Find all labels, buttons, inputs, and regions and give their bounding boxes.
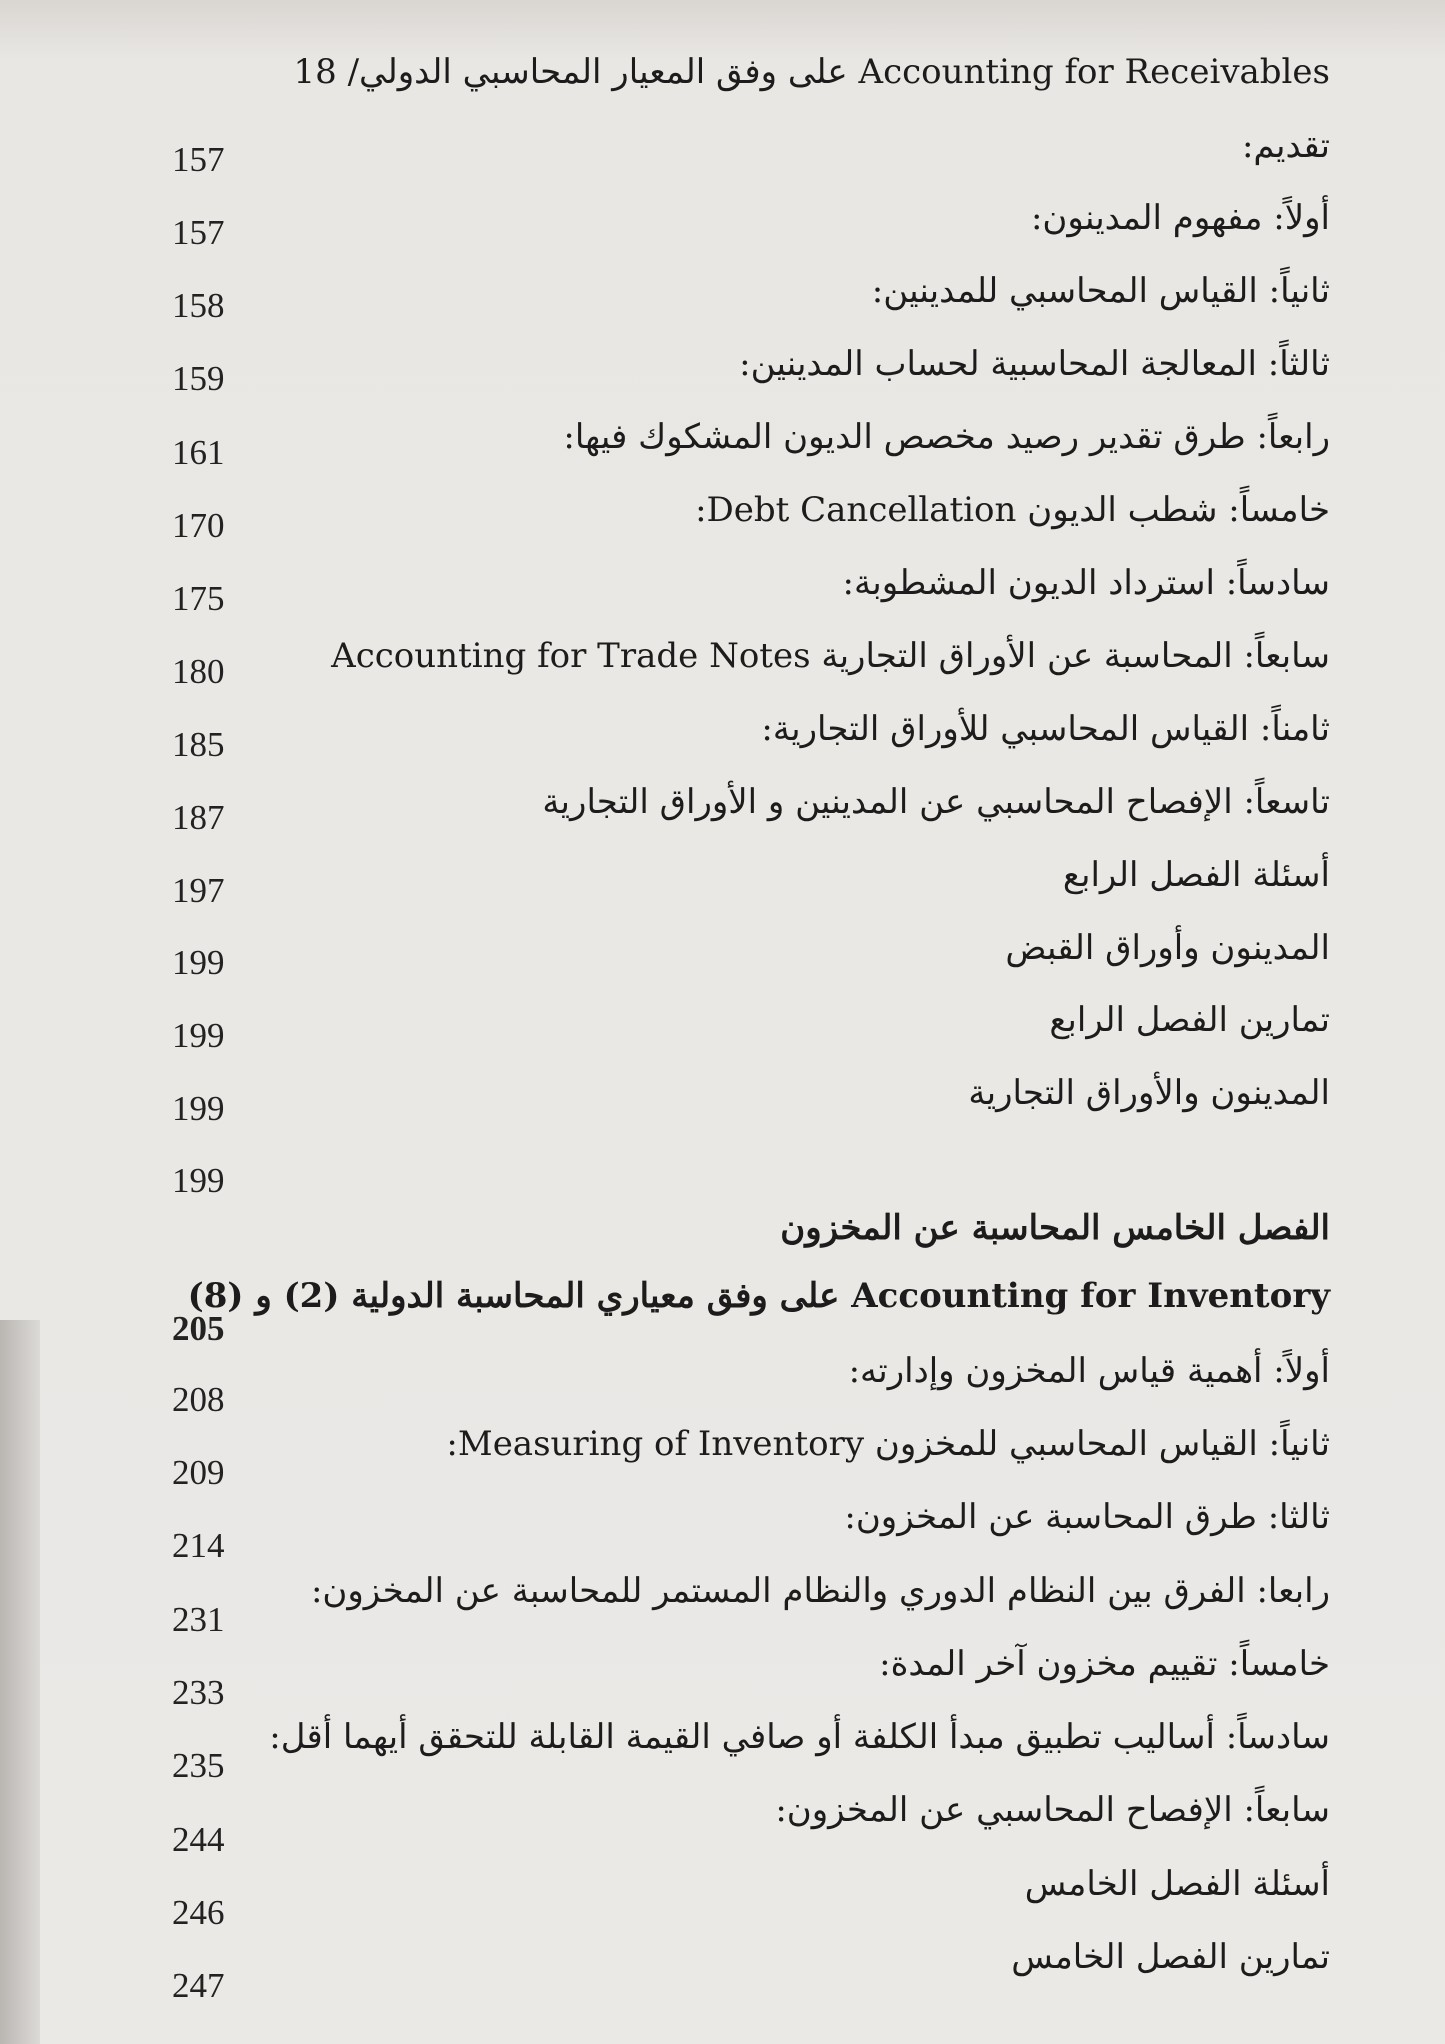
toc-entry-page: 157 (172, 140, 225, 179)
toc-entry-title: ثالثاً: المعالجة المحاسبية لحساب المدينين: (739, 344, 1330, 384)
toc-entry-title: سادساً: أساليب تطبيق مبدأ الكلفة أو صافي القيمة القابلة للتحقق أيهما أقل: (269, 1717, 1330, 1757)
chapter5-subtitle: Accounting for Inventory على وفق معياري المحاسبة الدولية (2) و (8) (187, 1276, 1330, 1316)
toc-entry-page: 158 (172, 286, 225, 325)
toc-entry-page: 159 (172, 359, 225, 398)
toc-entry-title: أسئلة الفصل الرابع (1062, 855, 1330, 895)
toc-entry-page: 231 (172, 1600, 225, 1639)
toc-entry-title: ثانياً: القياس المحاسبي للمدينين: (871, 271, 1330, 311)
toc-entry-title: خامساً: شطب الديون Debt Cancellation: (695, 490, 1330, 530)
toc-entry-page: 235 (172, 1746, 225, 1785)
toc-entry-page: 170 (172, 506, 225, 545)
chapter4-subtitle: Accounting for Receivables على وفق المعيار المحاسبي الدولي/ 18 (293, 52, 1330, 92)
toc-entry-page: 209 (172, 1453, 225, 1492)
toc-entry-title: أولاً: أهمية قياس المخزون وإدارته: (848, 1351, 1330, 1391)
toc-entry-page: 157 (172, 213, 225, 252)
toc-entry-title: رابعا: الفرق بين النظام الدوري والنظام المستمر للمحاسبة عن المخزون: (310, 1571, 1330, 1611)
toc-entry-title: خامساً: تقييم مخزون آخر المدة: (879, 1644, 1330, 1684)
chapter5-title: الفصل الخامس المحاسبة عن المخزون (780, 1208, 1330, 1248)
binding-shadow (0, 1320, 40, 2044)
toc-entry-title: ثالثا: طرق المحاسبة عن المخزون: (844, 1497, 1330, 1537)
toc-entry-page: 180 (172, 652, 225, 691)
toc-entry-page: 214 (172, 1526, 225, 1565)
toc-entry-page: 233 (172, 1673, 225, 1712)
toc-entry-page: 161 (172, 433, 225, 472)
toc-entry-page: 246 (172, 1893, 225, 1932)
toc-entry-page: 208 (172, 1380, 225, 1419)
toc-entry-page: 244 (172, 1820, 225, 1859)
toc-entry-title: سابعاً: الإفصاح المحاسبي عن المخزون: (775, 1790, 1330, 1830)
toc-entry-title: تمارين الفصل الرابع (1049, 1000, 1330, 1040)
toc-entry-page: 199 (172, 1161, 225, 1200)
toc-entry-page: 197 (172, 871, 225, 910)
toc-entry-page: 187 (172, 798, 225, 837)
toc-entry-title: ثامناً: القياس المحاسبي للأوراق التجارية: (761, 709, 1330, 749)
toc-entry-title: أسئلة الفصل الخامس (1024, 1864, 1330, 1904)
toc-entry-title: تقديم: (1241, 126, 1330, 166)
toc-entry-page: 175 (172, 579, 225, 618)
chapter5-page: 205 (172, 1309, 225, 1348)
toc-entry-title: تمارين الفصل الخامس (1011, 1937, 1330, 1977)
toc-entry-page: 199 (172, 1016, 225, 1055)
toc-entry-title: المدينون وأوراق القبض (1005, 928, 1330, 968)
toc-entry-page: 247 (172, 1966, 225, 2005)
toc-entry-title: أولاً: مفهوم المدينون: (1030, 198, 1330, 238)
toc-entry-page: 199 (172, 943, 225, 982)
toc-entry-page: 185 (172, 725, 225, 764)
toc-entry-title: تاسعاً: الإفصاح المحاسبي عن المدينين و الأوراق التجارية (542, 782, 1330, 822)
toc-entry-title: المدينون والأوراق التجارية (968, 1073, 1330, 1113)
toc-entry-title: سابعاً: المحاسبة عن الأوراق التجارية Accounting for Trade Notes (331, 636, 1330, 676)
toc-entry-title: سادساً: استرداد الديون المشطوبة: (842, 563, 1330, 603)
toc-entry-title: رابعاً: طرق تقدير رصيد مخصص الديون المشكوك فيها: (563, 417, 1330, 457)
toc-entry-page: 199 (172, 1089, 225, 1128)
toc-entry-title: ثانياً: القياس المحاسبي للمخزون Measuring of Inventory: (446, 1424, 1330, 1464)
